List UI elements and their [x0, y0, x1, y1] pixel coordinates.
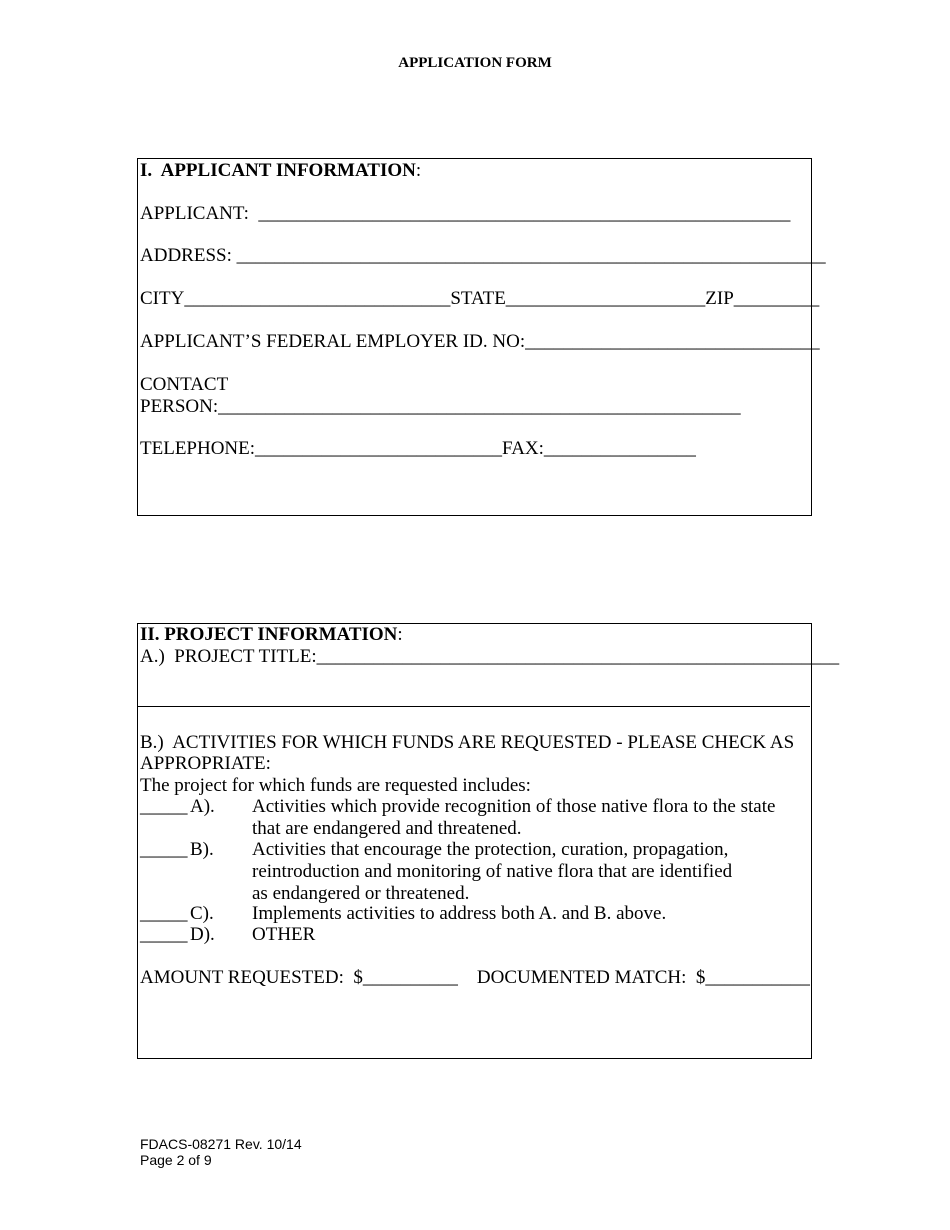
- amount-match-field[interactable]: AMOUNT REQUESTED: $__________ DOCUMENTED MATCH: $___________: [140, 967, 810, 988]
- activities-intro: The project for which funds are requested includes:: [140, 775, 531, 796]
- telephone-fax-field[interactable]: TELEPHONE:__________________________FAX:________________: [140, 438, 696, 459]
- section-heading-text: II. PROJECT INFORMATION: [140, 624, 398, 645]
- section-heading-text: I. APPLICANT INFORMATION: [140, 160, 416, 181]
- applicant-information-section: [137, 158, 826, 516]
- checkbox-blank[interactable]: _____: [140, 839, 188, 860]
- fein-field[interactable]: APPLICANT’S FEDERAL EMPLOYER ID. NO:_______________________________: [140, 331, 820, 352]
- activities-heading-line2: APPROPRIATE:: [140, 753, 271, 774]
- checkbox-blank[interactable]: _____: [140, 903, 188, 924]
- page-number: Page 2 of 9: [140, 1152, 212, 1168]
- project-title-continuation-line[interactable]: [138, 706, 810, 707]
- form-title: APPLICATION FORM: [398, 55, 552, 71]
- option-text: Activities which provide recognition of those native flora to the state that are endangered and threatened.: [252, 796, 776, 839]
- form-id: FDACS-08271 Rev. 10/14: [140, 1136, 302, 1152]
- option-text: Implements activities to address both A. and B. above.: [252, 903, 667, 924]
- address-field[interactable]: ADDRESS: ______________________________________________________________: [140, 245, 826, 266]
- project-title-field[interactable]: A.) PROJECT TITLE:_______________________________________________________: [140, 646, 840, 667]
- applicant-field[interactable]: APPLICANT: ________________________________________________________: [140, 203, 791, 224]
- option-letter: D).: [190, 924, 215, 945]
- activities-heading-line1: B.) ACTIVITIES FOR WHICH FUNDS ARE REQUESTED - PLEASE CHECK AS: [140, 732, 795, 753]
- city-state-zip-field[interactable]: CITY____________________________STATE_____________________ZIP_________: [140, 288, 820, 309]
- option-letter: B).: [190, 839, 214, 860]
- project-information-section: [137, 623, 840, 1059]
- option-letter: C).: [190, 903, 214, 924]
- option-text: OTHER: [252, 924, 316, 945]
- checkbox-blank[interactable]: _____: [140, 924, 188, 945]
- section-heading: [140, 624, 403, 646]
- contact-person-field[interactable]: PERSON:_______________________________________________________: [140, 396, 741, 417]
- option-text: Activities that encourage the protection, curation, propagation, reintroduction and monitoring of native flora that are identified as endangered or threatened.: [252, 839, 733, 904]
- checkbox-blank[interactable]: _____: [140, 796, 188, 817]
- section-heading-colon: :: [415, 160, 422, 181]
- page-footer: [140, 1136, 302, 1168]
- section-heading: [140, 160, 421, 182]
- option-letter: A).: [190, 796, 215, 817]
- contact-label: CONTACT: [140, 374, 229, 395]
- section-heading-colon: :: [397, 624, 403, 645]
